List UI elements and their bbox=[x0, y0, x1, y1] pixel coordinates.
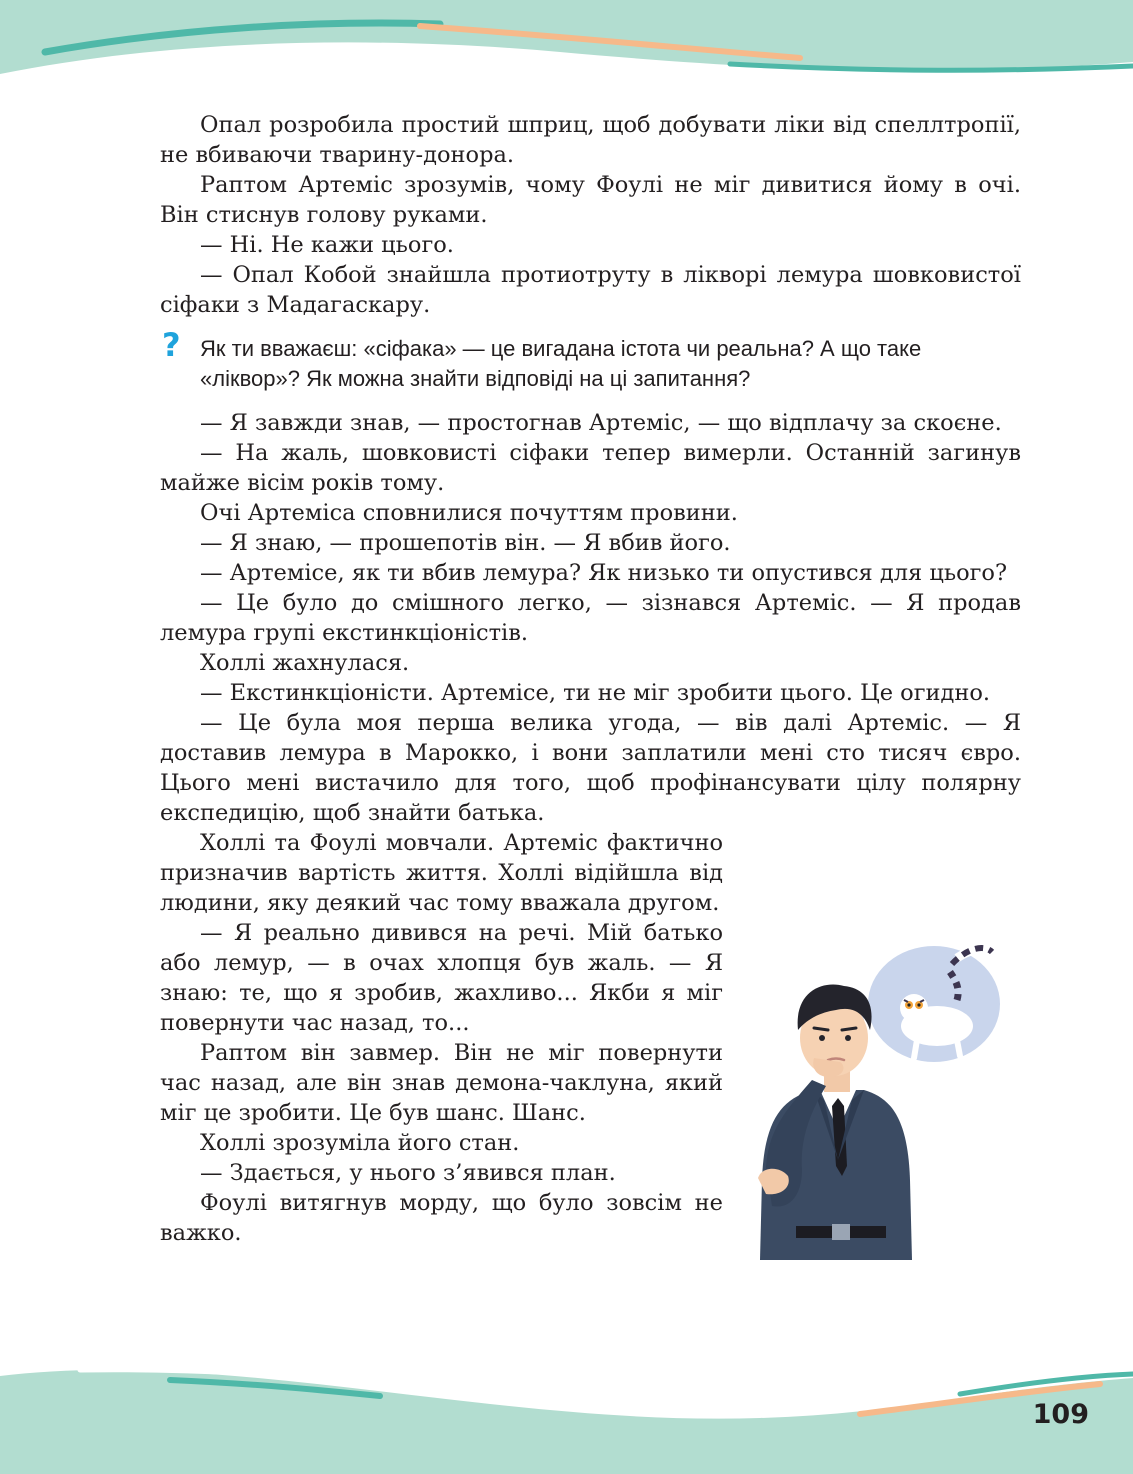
paragraph: Очі Артеміса сповнилися почуттям провини. bbox=[200, 500, 738, 526]
paragraph: — Ні. Не кажи цього. bbox=[200, 232, 454, 258]
paragraph: Холлі жахнулася. bbox=[200, 650, 410, 676]
paragraph: — На жаль, шовковисті сіфаки тепер вимерли. Останній загинув майже вісім років тому. bbox=[160, 440, 1021, 496]
paragraph: — Я знаю, — прошепотів він. — Я вбив його. bbox=[200, 530, 731, 556]
question-mark-icon: ? bbox=[162, 326, 181, 364]
paragraph: Холлі зрозуміла його стан. bbox=[200, 1130, 520, 1156]
paragraph: Раптом Артеміс зрозумів, чому Фоулі не міг дивитися йому в очі. Він стиснув голову руками. bbox=[160, 172, 1021, 228]
paragraph: Опал розробила простий шприц, щоб добувати ліки від спеллтропії, не вбиваючи тварину-донора. bbox=[160, 112, 1021, 168]
paragraph: Холлі та Фоулі мовчали. Артеміс фактично призначив вартість життя. Холлі відійшла від людини, яку деякий час тому вважала другом. bbox=[160, 830, 723, 916]
page-number: 109 bbox=[1032, 1399, 1089, 1430]
paragraph: — Я завжди знав, — простогнав Артеміс, — що відплачу за скоєне. bbox=[200, 410, 1002, 436]
paragraph: Раптом він завмер. Він не міг повернути час назад, але він знав демона-чаклуна, який міг це зробити. Це був шанс. Шанс. bbox=[160, 1040, 723, 1126]
paragraph: — Екстинкціоністи. Артемісе, ти не міг зробити цього. Це огидно. bbox=[200, 680, 991, 706]
paragraph: — Здається, у нього з’явився план. bbox=[200, 1160, 616, 1186]
boy-thinking-about-lemur-illustration bbox=[752, 930, 1027, 1270]
paragraph: — Я реально дивився на речі. Мій батько або лемур, — в очах хлопця був жаль. — Я знаю: те, що я зробив, жахливо... Якби я міг повернути час назад, то... bbox=[160, 920, 723, 1036]
text-column-beside-illustration bbox=[160, 828, 723, 1248]
paragraph: Фоулі витягнув морду, що було зовсім не важко. bbox=[160, 1190, 723, 1246]
paragraph: — Це була моя перша велика угода, — вів далі Артеміс. — Я доставив лемура в Марокко, і вони заплатили мені сто тисяч євро. Цього мені вистачило для того, щоб профінансувати цілу полярну експедицію, щоб знайти батька. bbox=[160, 710, 1021, 826]
question-box bbox=[160, 326, 1021, 394]
paragraph: — Артемісе, як ти вбив лемура? Як низько ти опустився для цього? bbox=[200, 560, 1008, 586]
paragraph: — Опал Кобой знайшла протиотруту в лікворі лемура шовковистої сіфаки з Мадагаскару. bbox=[160, 262, 1021, 318]
top-decorative-band bbox=[0, 0, 1133, 90]
bottom-decorative-band bbox=[0, 1364, 1133, 1474]
question-text: Як ти вважаєш: «сіфака» — це вигадана істота чи реальна? А що таке «ліквор»? Як можна знайти відповіді на ці запитання? bbox=[200, 336, 922, 391]
paragraph: — Це було до смішного легко, — зізнався Артеміс. — Я продав лемура групі екстинкціоністів. bbox=[160, 590, 1021, 646]
